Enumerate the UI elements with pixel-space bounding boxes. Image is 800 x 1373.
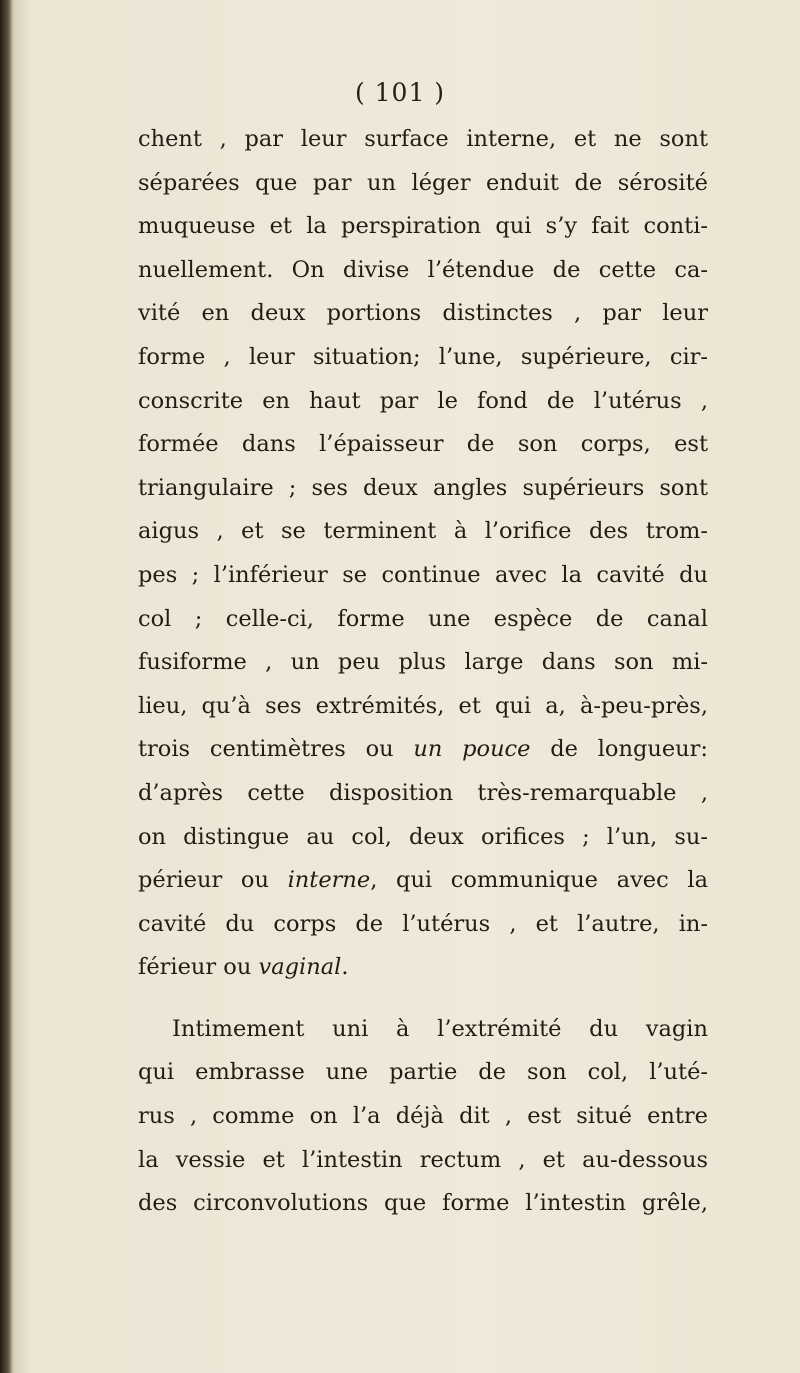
body-text [138, 118, 708, 1226]
text-line: muqueuse et la perspiration qui s’y fait conti- [138, 213, 708, 240]
italic-term: interne [287, 867, 371, 894]
paragraph-gap [138, 990, 708, 1008]
text-line: séparées que par un léger enduit de sérosité [138, 169, 708, 196]
text-line: des circonvolutions que forme l’intestin grêle, [138, 1190, 708, 1217]
book-spine-shadow [0, 0, 12, 1373]
italic-term: un pouce [413, 736, 531, 763]
text-line: chent , par leur surface interne, et ne sont [138, 126, 708, 152]
text-line: forme , leur situation; l’une, supérieure, cir- [138, 343, 708, 370]
text-line: pes ; l’inférieur se continue avec la cavité du [138, 561, 708, 588]
text-line: vité en deux portions distinctes , par leur [138, 300, 708, 327]
text-line: col ; celle-ci, forme une espèce de canal [138, 605, 708, 632]
paragraph-2 [138, 1008, 708, 1226]
text-line: d’après cette disposition très-remarquable , [138, 779, 708, 806]
text-run: férieur ou [138, 954, 259, 981]
text-run: , qui communique avec la [370, 867, 708, 894]
text-line: fusiforme , un peu plus large dans son mi- [138, 649, 708, 676]
text-run: de longueur: [530, 736, 708, 763]
text-line [138, 728, 708, 772]
text-line: rus , comme on l’a déjà dit , est situé entre [138, 1103, 708, 1130]
text-line [138, 946, 708, 990]
text-line: cavité du corps de l’utérus , et l’autre, in- [138, 910, 708, 937]
text-run: . [341, 954, 349, 981]
text-line: nuellement. On divise l’étendue de cette ca- [138, 256, 708, 283]
text-line [138, 859, 708, 903]
text-line: la vessie et l’intestin rectum , et au-dessous [138, 1146, 708, 1173]
text-line: qui embrasse une partie de son col, l’uté- [138, 1059, 708, 1086]
text-line: aigus , et se terminent à l’orifice des trom- [138, 518, 708, 545]
text-line: triangulaire ; ses deux angles supérieurs sont [138, 474, 708, 501]
text-line: formée dans l’épaisseur de son corps, est [138, 431, 708, 458]
text-line: lieu, qu’à ses extrémités, et qui a, à-peu-près, [138, 692, 708, 719]
page-number: ( 101 ) [354, 78, 446, 107]
text-line: conscrite en haut par le fond de l’utérus , [138, 387, 708, 414]
text-run: périeur ou [138, 867, 288, 894]
text-line: on distingue au col, deux orifices ; l’un, su- [138, 823, 708, 850]
text-line: Intimement uni à l’extrémité du vagin [172, 1015, 708, 1042]
paragraph-1 [138, 118, 708, 990]
text-run: trois centimètres ou [138, 736, 414, 763]
italic-term: vaginal [258, 954, 342, 981]
